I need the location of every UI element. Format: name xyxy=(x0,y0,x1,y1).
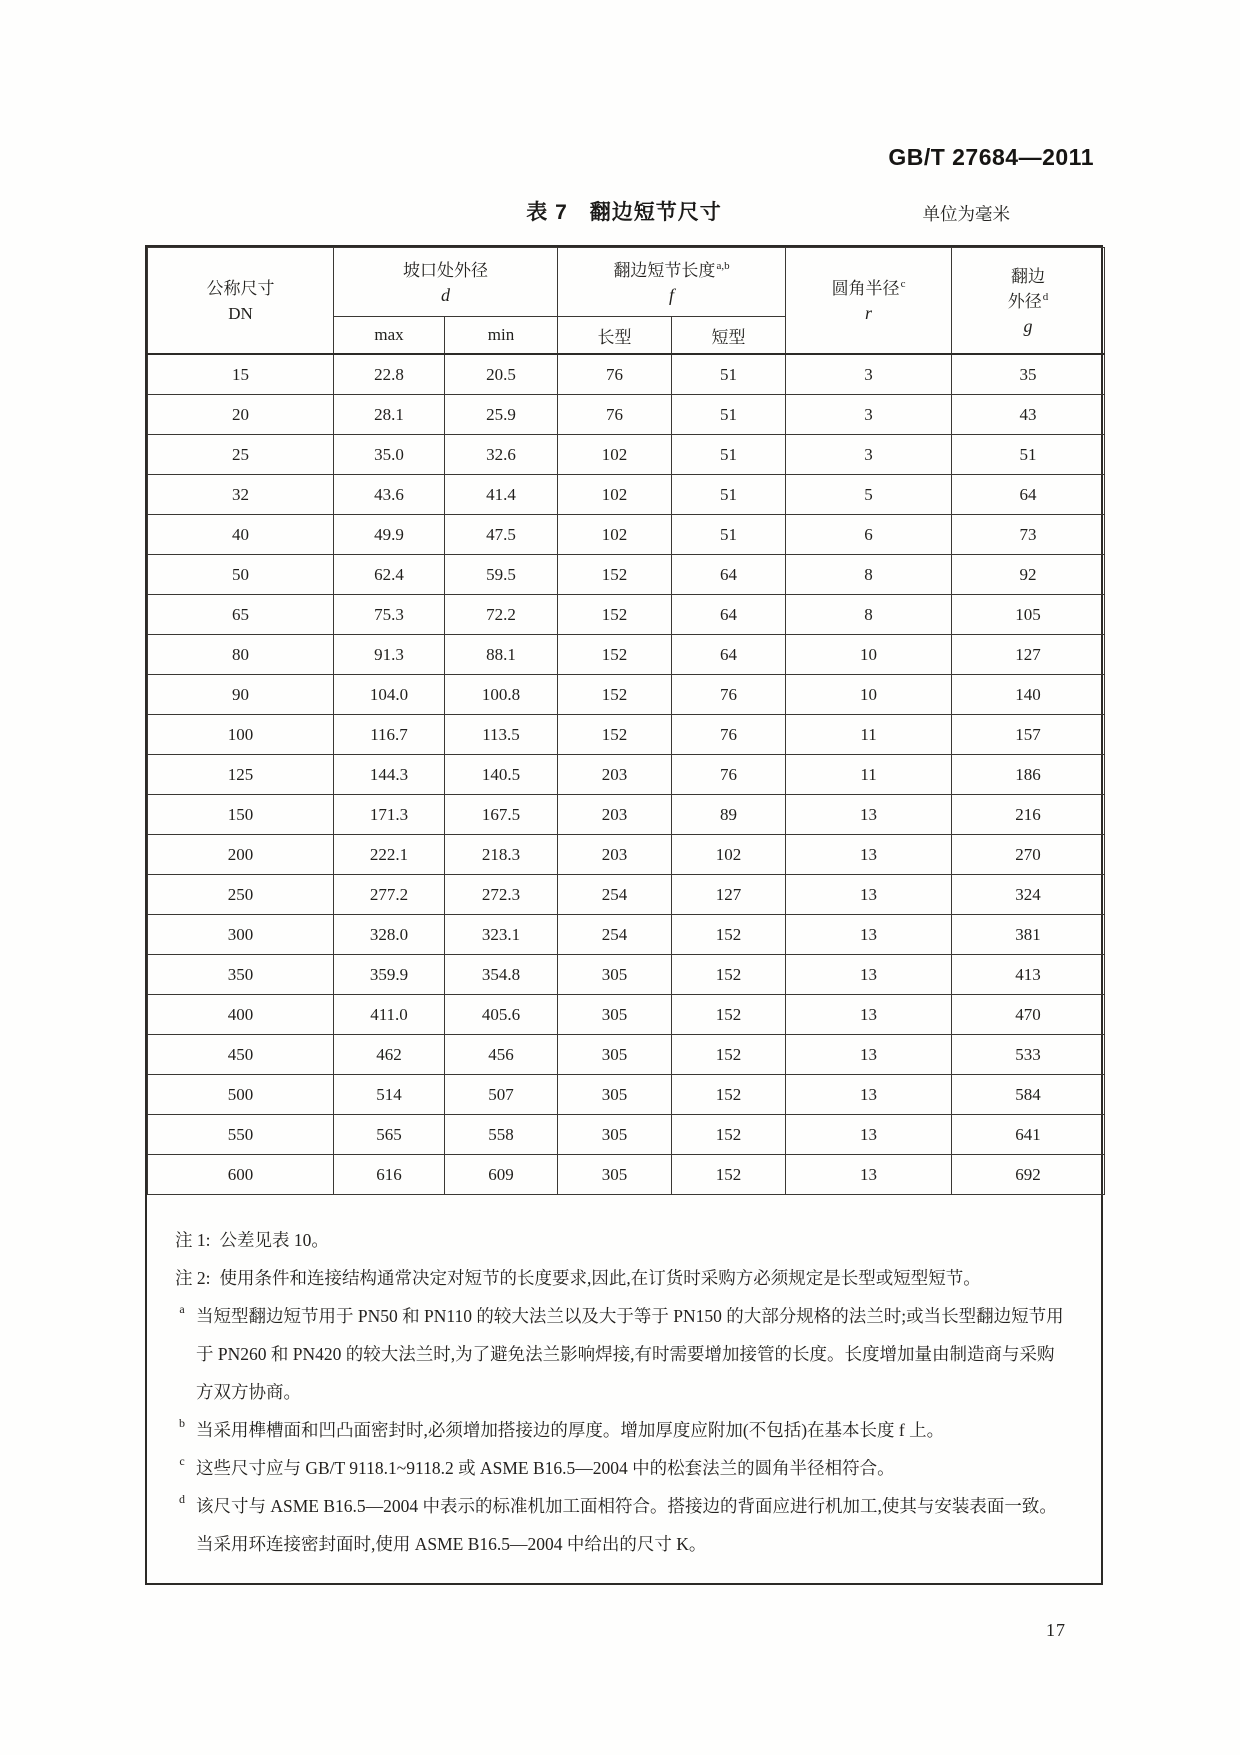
note xyxy=(175,1297,1071,1411)
table-cell: 152 xyxy=(558,635,672,675)
col-header-dn-label: 公称尺寸 xyxy=(206,278,275,298)
table-cell: 254 xyxy=(558,915,672,955)
table-row xyxy=(148,915,1105,955)
table-cell: 76 xyxy=(672,755,786,795)
table-cell: 76 xyxy=(672,675,786,715)
table-row xyxy=(148,595,1105,635)
table-cell: 616 xyxy=(334,1155,445,1195)
table-caption: 表 7 翻边短节尺寸 xyxy=(526,201,722,224)
table-cell: 15 xyxy=(148,354,334,395)
table-cell: 64 xyxy=(952,475,1105,515)
col-header-f-symbol: f xyxy=(669,284,675,305)
table-cell: 359.9 xyxy=(334,955,445,995)
col-header-g-symbol: g xyxy=(1023,315,1033,336)
table-cell: 32 xyxy=(148,475,334,515)
unit-label: 单位为毫米 xyxy=(922,204,1010,224)
table-cell: 116.7 xyxy=(334,715,445,755)
table-row xyxy=(148,995,1105,1035)
table-cell: 277.2 xyxy=(334,875,445,915)
table-cell: 354.8 xyxy=(445,955,558,995)
table-cell: 40 xyxy=(148,515,334,555)
table-cell: 250 xyxy=(148,875,334,915)
footnote-ref-c: c xyxy=(900,278,906,291)
table-cell: 102 xyxy=(558,435,672,475)
col-header-dn xyxy=(148,248,334,355)
page-number: 17 xyxy=(1046,1620,1066,1640)
subheader-min: min xyxy=(445,317,558,355)
table-cell: 64 xyxy=(672,555,786,595)
table-row xyxy=(148,475,1105,515)
table-cell: 152 xyxy=(672,1155,786,1195)
table-cell: 600 xyxy=(148,1155,334,1195)
table-row xyxy=(148,435,1105,475)
table-cell: 400 xyxy=(148,995,334,1035)
table-cell: 102 xyxy=(672,835,786,875)
table-cell: 127 xyxy=(952,635,1105,675)
table-cell: 11 xyxy=(786,715,952,755)
table-cell: 305 xyxy=(558,995,672,1035)
table-cell: 64 xyxy=(672,595,786,635)
table-cell: 104.0 xyxy=(334,675,445,715)
table-cell: 500 xyxy=(148,1075,334,1115)
note xyxy=(175,1449,1071,1487)
note-marker: a xyxy=(179,1302,185,1316)
table-cell: 641 xyxy=(952,1115,1105,1155)
table-cell: 100 xyxy=(148,715,334,755)
table-cell: 692 xyxy=(952,1155,1105,1195)
table-cell: 216 xyxy=(952,795,1105,835)
dimension-table xyxy=(147,247,1105,1195)
table-cell: 470 xyxy=(952,995,1105,1035)
standard-code: GB/T 27684—2011 xyxy=(888,144,1094,170)
table-cell: 102 xyxy=(558,475,672,515)
note-marker: 注 1: xyxy=(175,1230,211,1250)
table-row xyxy=(148,1155,1105,1195)
note-marker: b xyxy=(179,1416,185,1430)
table-cell: 300 xyxy=(148,915,334,955)
table-cell: 350 xyxy=(148,955,334,995)
table-cell: 152 xyxy=(672,955,786,995)
table-cell: 144.3 xyxy=(334,755,445,795)
table-cell: 13 xyxy=(786,1155,952,1195)
table-cell: 323.1 xyxy=(445,915,558,955)
table-cell: 140.5 xyxy=(445,755,558,795)
col-header-f xyxy=(558,248,786,317)
table-cell: 10 xyxy=(786,675,952,715)
table-cell: 3 xyxy=(786,354,952,395)
table-cell: 405.6 xyxy=(445,995,558,1035)
table-cell: 28.1 xyxy=(334,395,445,435)
note-text: 当采用榫槽面和凹凸面密封时,必须增加搭接边的厚度。增加厚度应附加(不包括)在基本长度 f 上。 xyxy=(196,1420,945,1440)
table-cell: 305 xyxy=(558,1155,672,1195)
table-cell: 25 xyxy=(148,435,334,475)
table-cell: 565 xyxy=(334,1115,445,1155)
note-marker: 注 2: xyxy=(175,1268,211,1288)
table-cell: 72.2 xyxy=(445,595,558,635)
table-cell: 305 xyxy=(558,1035,672,1075)
table-cell: 113.5 xyxy=(445,715,558,755)
table-cell: 8 xyxy=(786,555,952,595)
table-cell: 80 xyxy=(148,635,334,675)
table-cell: 254 xyxy=(558,875,672,915)
footnote-ref-ab: a,b xyxy=(716,259,730,272)
table-row xyxy=(148,715,1105,755)
table-cell: 152 xyxy=(558,675,672,715)
col-header-d xyxy=(334,248,558,317)
table-row xyxy=(148,675,1105,715)
table-cell: 533 xyxy=(952,1035,1105,1075)
table-cell: 51 xyxy=(672,515,786,555)
table-cell: 32.6 xyxy=(445,435,558,475)
table-cell: 8 xyxy=(786,595,952,635)
table-cell: 92 xyxy=(952,555,1105,595)
table-cell: 102 xyxy=(558,515,672,555)
table-cell: 105 xyxy=(952,595,1105,635)
table-cell: 324 xyxy=(952,875,1105,915)
table-row xyxy=(148,795,1105,835)
table-cell: 20.5 xyxy=(445,354,558,395)
dimension-table-frame xyxy=(145,245,1103,1585)
table-row xyxy=(148,955,1105,995)
table-row xyxy=(148,1035,1105,1075)
table-row xyxy=(148,875,1105,915)
table-cell: 203 xyxy=(558,755,672,795)
table-cell: 88.1 xyxy=(445,635,558,675)
table-cell: 413 xyxy=(952,955,1105,995)
table-cell: 65 xyxy=(148,595,334,635)
table-cell: 3 xyxy=(786,435,952,475)
table-cell: 203 xyxy=(558,795,672,835)
table-cell: 13 xyxy=(786,1075,952,1115)
table-cell: 507 xyxy=(445,1075,558,1115)
table-cell: 270 xyxy=(952,835,1105,875)
table-cell: 13 xyxy=(786,955,952,995)
table-row xyxy=(148,555,1105,595)
table-cell: 5 xyxy=(786,475,952,515)
col-header-r-label: 圆角半径 xyxy=(831,279,900,298)
notes xyxy=(147,1195,1101,1563)
col-header-r xyxy=(786,248,952,355)
table-cell: 152 xyxy=(672,995,786,1035)
table-cell: 64 xyxy=(672,635,786,675)
table-cell: 100.8 xyxy=(445,675,558,715)
table-cell: 89 xyxy=(672,795,786,835)
subheader-short: 短型 xyxy=(672,317,786,355)
table-cell: 13 xyxy=(786,915,952,955)
table-cell: 218.3 xyxy=(445,835,558,875)
table-cell: 13 xyxy=(786,795,952,835)
table-cell: 76 xyxy=(672,715,786,755)
table-cell: 456 xyxy=(445,1035,558,1075)
table-cell: 152 xyxy=(558,555,672,595)
table-cell: 609 xyxy=(445,1155,558,1195)
table-cell: 125 xyxy=(148,755,334,795)
table-cell: 59.5 xyxy=(445,555,558,595)
table-cell: 13 xyxy=(786,875,952,915)
table-cell: 6 xyxy=(786,515,952,555)
table-cell: 76 xyxy=(558,395,672,435)
table-cell: 381 xyxy=(952,915,1105,955)
table-cell: 51 xyxy=(672,354,786,395)
note xyxy=(175,1411,1071,1449)
col-header-g xyxy=(952,248,1105,355)
table-row xyxy=(148,1075,1105,1115)
table-cell: 272.3 xyxy=(445,875,558,915)
table-cell: 43.6 xyxy=(334,475,445,515)
table-cell: 25.9 xyxy=(445,395,558,435)
table-cell: 222.1 xyxy=(334,835,445,875)
table-row xyxy=(148,635,1105,675)
table-cell: 411.0 xyxy=(334,995,445,1035)
table-cell: 13 xyxy=(786,1035,952,1075)
table-cell: 43 xyxy=(952,395,1105,435)
col-header-f-label: 翻边短节长度 xyxy=(613,260,716,280)
table-cell: 203 xyxy=(558,835,672,875)
table-cell: 62.4 xyxy=(334,555,445,595)
table-cell: 41.4 xyxy=(445,475,558,515)
table-cell: 328.0 xyxy=(334,915,445,955)
table-cell: 91.3 xyxy=(334,635,445,675)
table-cell: 200 xyxy=(148,835,334,875)
table-cell: 514 xyxy=(334,1075,445,1115)
col-header-g-label2: 外径 xyxy=(1007,291,1042,311)
table-cell: 152 xyxy=(672,1035,786,1075)
table-cell: 20 xyxy=(148,395,334,435)
table-cell: 13 xyxy=(786,835,952,875)
table-cell: 152 xyxy=(672,1075,786,1115)
subheader-max: max xyxy=(334,317,445,355)
table-cell: 127 xyxy=(672,875,786,915)
table-cell: 13 xyxy=(786,1115,952,1155)
col-header-d-symbol: d xyxy=(441,284,450,305)
table-cell: 462 xyxy=(334,1035,445,1075)
note-text: 当短型翻边短节用于 PN50 和 PN110 的较大法兰以及大于等于 PN150 的大部分规格的法兰时;或当长型翻边短节用于 PN260 和 PN420 的较大法兰时,为了避免法兰影响焊接,有时需要增加接管的长度。长度增加量由制造商与采购方双方协商。 xyxy=(196,1306,1064,1402)
table-cell: 152 xyxy=(558,595,672,635)
table-cell: 35 xyxy=(952,354,1105,395)
table-cell: 49.9 xyxy=(334,515,445,555)
table-cell: 51 xyxy=(672,435,786,475)
table-cell: 3 xyxy=(786,395,952,435)
col-header-dn-symbol: DN xyxy=(228,303,253,323)
table-cell: 157 xyxy=(952,715,1105,755)
table-cell: 167.5 xyxy=(445,795,558,835)
table-cell: 152 xyxy=(672,915,786,955)
table-cell: 152 xyxy=(558,715,672,755)
table-row xyxy=(148,354,1105,395)
table-cell: 550 xyxy=(148,1115,334,1155)
table-row xyxy=(148,515,1105,555)
table-cell: 47.5 xyxy=(445,515,558,555)
table-row xyxy=(148,1115,1105,1155)
table-cell: 171.3 xyxy=(334,795,445,835)
table-cell: 35.0 xyxy=(334,435,445,475)
table-body xyxy=(148,354,1105,1195)
note-marker: d xyxy=(179,1492,185,1506)
col-header-r-symbol: r xyxy=(865,303,873,323)
table-row xyxy=(148,835,1105,875)
note xyxy=(175,1221,1071,1259)
table-cell: 186 xyxy=(952,755,1105,795)
note xyxy=(175,1487,1071,1563)
table-cell: 13 xyxy=(786,995,952,1035)
note-text: 使用条件和连接结构通常决定对短节的长度要求,因此,在订货时采购方必须规定是长型或短型短节。 xyxy=(219,1268,981,1288)
note-marker: c xyxy=(179,1454,185,1468)
table-row xyxy=(148,395,1105,435)
table-cell: 450 xyxy=(148,1035,334,1075)
table-cell: 51 xyxy=(672,395,786,435)
table-header xyxy=(148,248,1105,355)
table-cell: 584 xyxy=(952,1075,1105,1115)
note xyxy=(175,1259,1071,1297)
table-cell: 90 xyxy=(148,675,334,715)
table-cell: 75.3 xyxy=(334,595,445,635)
table-cell: 11 xyxy=(786,755,952,795)
table-cell: 73 xyxy=(952,515,1105,555)
table-cell: 22.8 xyxy=(334,354,445,395)
footnote-ref-d: d xyxy=(1042,290,1049,303)
table-cell: 51 xyxy=(952,435,1105,475)
col-header-d-label: 坡口处外径 xyxy=(403,260,488,280)
table-row xyxy=(148,755,1105,795)
table-cell: 305 xyxy=(558,1115,672,1155)
table-cell: 558 xyxy=(445,1115,558,1155)
col-header-g-label1: 翻边 xyxy=(1011,266,1046,286)
subheader-long: 长型 xyxy=(558,317,672,355)
table-cell: 150 xyxy=(148,795,334,835)
table-cell: 305 xyxy=(558,1075,672,1115)
table-cell: 152 xyxy=(672,1115,786,1155)
table-cell: 10 xyxy=(786,635,952,675)
table-cell: 76 xyxy=(558,354,672,395)
table-cell: 305 xyxy=(558,955,672,995)
table-cell: 50 xyxy=(148,555,334,595)
table-cell: 140 xyxy=(952,675,1105,715)
table-cell: 51 xyxy=(672,475,786,515)
note-text: 公差见表 10。 xyxy=(219,1230,329,1250)
note-text: 这些尺寸应与 GB/T 9118.1~9118.2 或 ASME B16.5—2004 中的松套法兰的圆角半径相符合。 xyxy=(196,1458,895,1478)
note-text: 该尺寸与 ASME B16.5—2004 中表示的标准机加工面相符合。搭接边的背面应进行机加工,使其与安装表面一致。当采用环连接密封面时,使用 ASME B16.5—2004 中给出的尺寸 K。 xyxy=(196,1496,1057,1554)
